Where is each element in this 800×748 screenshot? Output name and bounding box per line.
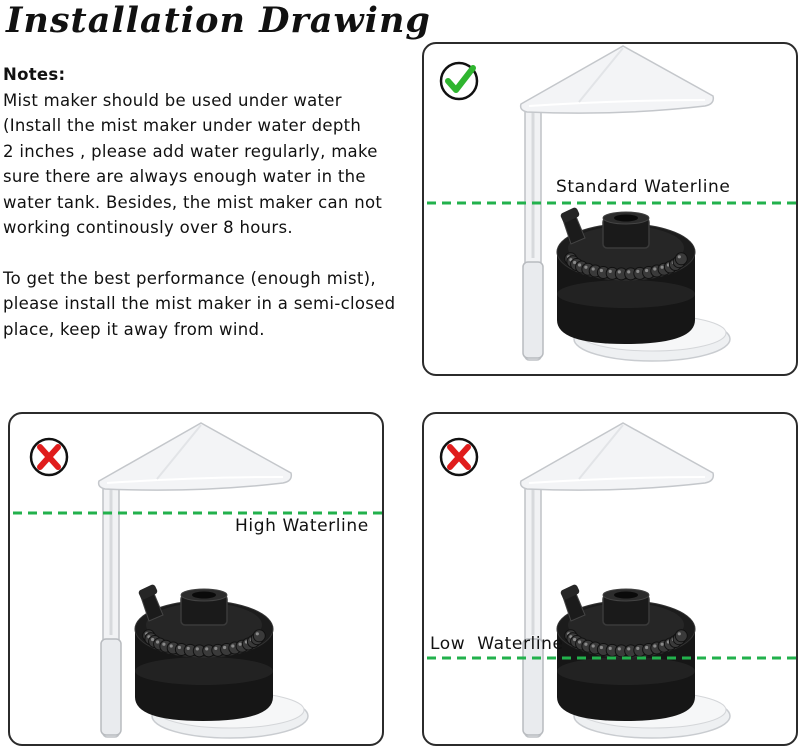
notes-line: water tank. Besides, the mist maker can not: [3, 192, 383, 212]
page-title: Installation Drawing: [6, 0, 431, 41]
notes-line: 2 inches , please add water regularly, make: [3, 141, 378, 161]
waterline-svg: [424, 44, 798, 376]
notes-line: please install the mist maker in a semi-closed: [3, 294, 396, 313]
notes-line: working continously over 8 hours.: [3, 218, 293, 237]
x-mark-icon: [28, 436, 70, 478]
panel-low-waterline: [422, 412, 798, 746]
notes-line: Mist maker should be used under water: [3, 90, 342, 110]
high-waterline-label: High Waterline: [235, 516, 369, 536]
x-mark-icon: [438, 436, 480, 478]
notes-line: To get the best performance (enough mist),: [3, 268, 376, 288]
panel-high-waterline: [8, 412, 384, 746]
notes-section: [3, 62, 418, 342]
notes-line: sure there are always enough water in the: [3, 167, 366, 186]
panel-standard-waterline: [422, 42, 798, 376]
waterline-svg: [424, 414, 798, 746]
low-waterline-label: Low Waterline: [430, 634, 564, 654]
checkmark-icon: [438, 60, 480, 102]
standard-waterline-label: Standard Waterline: [556, 177, 731, 197]
notes-line: place, keep it away from wind.: [3, 319, 265, 339]
notes-line: (Install the mist maker under water depth: [3, 116, 362, 135]
notes-heading: Notes:: [3, 65, 66, 84]
